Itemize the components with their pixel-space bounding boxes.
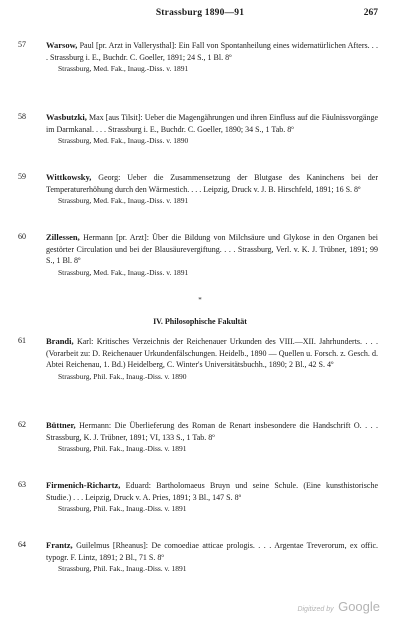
entry-citation — [46, 172, 378, 195]
entry-note: Strassburg, Phil. Fak., Inaug.-Diss. v. 1891 — [58, 444, 187, 453]
entry-61 — [18, 336, 378, 382]
entry-text: Eduard: Bartholomaeus Bruyn und seine Schule. (Eine kunsthistorische Studie.) . . . Leipzig, Druck v. A. Pries, 1891; 3 Bl., 147 S. 8º — [46, 481, 378, 502]
entry-number: 57 — [18, 40, 26, 49]
entry-note: Strassburg, Phil. Fak., Inaug.-Diss. v. 1890 — [58, 371, 187, 381]
entry-author: Wittkowsky, — [46, 172, 92, 182]
entry-author: Firmenich-Richartz, — [46, 480, 121, 490]
entry-citation — [46, 40, 378, 63]
entry-number: 58 — [18, 112, 26, 121]
entry-text: Hermann [pr. Arzt]: Über die Bildung von Milchsäure und Glykose in den Organen bei gestörter Circulation und bei der Blausäurevergiftung. . . . Strassburg, Verl. v. K. J. Trübner, 1891; 99 S., 1 Bl. 8º — [46, 233, 379, 265]
entry-63 — [18, 480, 378, 514]
entry-text: Karl: Kritisches Verzeichnis der Reichenauer Urkunden des VIII.—XII. Jahrhunderts. . . . (Vorarbeit zu: D. Reichenauer Urkundenfälschungen. Heidelb., 1890 — Quellen u. Forsch. z. Gesch. d. Abtei Reichenau, 1. Bd.) Heidelberg, C. Winter's Universitätsbuchh., 1890; 2 Bl., 42 S. 4º — [46, 337, 378, 369]
entry-author: Zillessen, — [46, 232, 80, 242]
entry-text: Hermann: Die Überlieferung des Roman de Renart insbesondere die Handschrift O. . . . Strassburg, K. J. Trübner, 1891; VI, 133 S., 1 Tab. 8º — [46, 421, 379, 442]
entry-58 — [18, 112, 378, 146]
entry-number: 61 — [18, 336, 26, 345]
entry-note: Strassburg, Med. Fak., Inaug.-Diss. v. 1890 — [58, 136, 189, 145]
entry-citation — [46, 480, 378, 503]
entry-note: Strassburg, Med. Fak., Inaug.-Diss. v. 1891 — [58, 267, 189, 277]
entry-citation — [46, 540, 378, 563]
entry-57 — [18, 40, 378, 74]
entry-62 — [18, 420, 378, 454]
entry-note: Strassburg, Med. Fak., Inaug.-Diss. v. 1891 — [58, 64, 189, 73]
entry-number: 64 — [18, 540, 26, 549]
entry-author: Brandi, — [46, 336, 74, 346]
entry-citation — [46, 336, 378, 371]
entry-number: 60 — [18, 232, 26, 241]
entry-text: Paul [pr. Arzt in Vallerysthal]: Ein Fall von Spontanheilung eines widernatürlichen Afters. . . . Strassburg i. E., Buchdr. C. Goeller, 1891; 24 S., 1 Bl. 8º — [46, 41, 378, 62]
entry-60 — [18, 232, 378, 278]
entry-note: Strassburg, Phil. Fak., Inaug.-Diss. v. 1891 — [58, 564, 187, 573]
entry-author: Büttner, — [46, 420, 76, 430]
entry-number: 62 — [18, 420, 26, 429]
entry-author: Warsow, — [46, 40, 78, 50]
entry-number: 63 — [18, 480, 26, 489]
entry-author: Wasbutzki, — [46, 112, 87, 122]
section-separator: * — [198, 296, 202, 304]
section-heading: IV. Philosophische Fakultät — [153, 317, 247, 326]
entry-text: Guilelmus [Rheanus]: De comoediae atticae prologis. . . . Argentae Treverorum, ex offic. typogr. F. Lintz, 1891; 2 Bl., 71 S. 8º — [46, 541, 378, 562]
running-head-title: Strassburg 1890—91 — [155, 8, 245, 18]
google-logo: Google — [338, 599, 380, 614]
entry-text: Max [aus Tilsit]: Ueber die Magengährungen und ihren Einfluss auf die Fäulnissvorgänge im Darmkanal. . . . Strassburg i. E., Buchdr. C. Goeller, 1890; 34 S., 1 Tab. 8º — [46, 113, 379, 134]
entry-citation — [46, 420, 378, 443]
entry-59 — [18, 172, 378, 206]
entry-citation — [46, 232, 378, 267]
entry-number: 59 — [18, 172, 26, 181]
entry-64 — [18, 540, 378, 574]
page-number: 267 — [363, 8, 378, 18]
entry-note: Strassburg, Med. Fak., Inaug.-Diss. v. 1891 — [58, 196, 189, 205]
entry-author: Frantz, — [46, 540, 73, 550]
entry-note: Strassburg, Phil. Fak., Inaug.-Diss. v. 1891 — [58, 504, 187, 513]
running-head — [0, 8, 400, 22]
entry-text: Georg: Ueber die Zusammensetzung der Blutgase des Kaninchens bei der Temperaturerhöhung durch den Wärmestich. . . . Leipzig, Druck v. J. B. Hirschfeld, 1891; 16 S. 8º — [46, 173, 379, 194]
google-watermark — [297, 598, 380, 616]
entry-citation — [46, 112, 378, 135]
watermark-prefix: Digitized by — [297, 606, 334, 613]
